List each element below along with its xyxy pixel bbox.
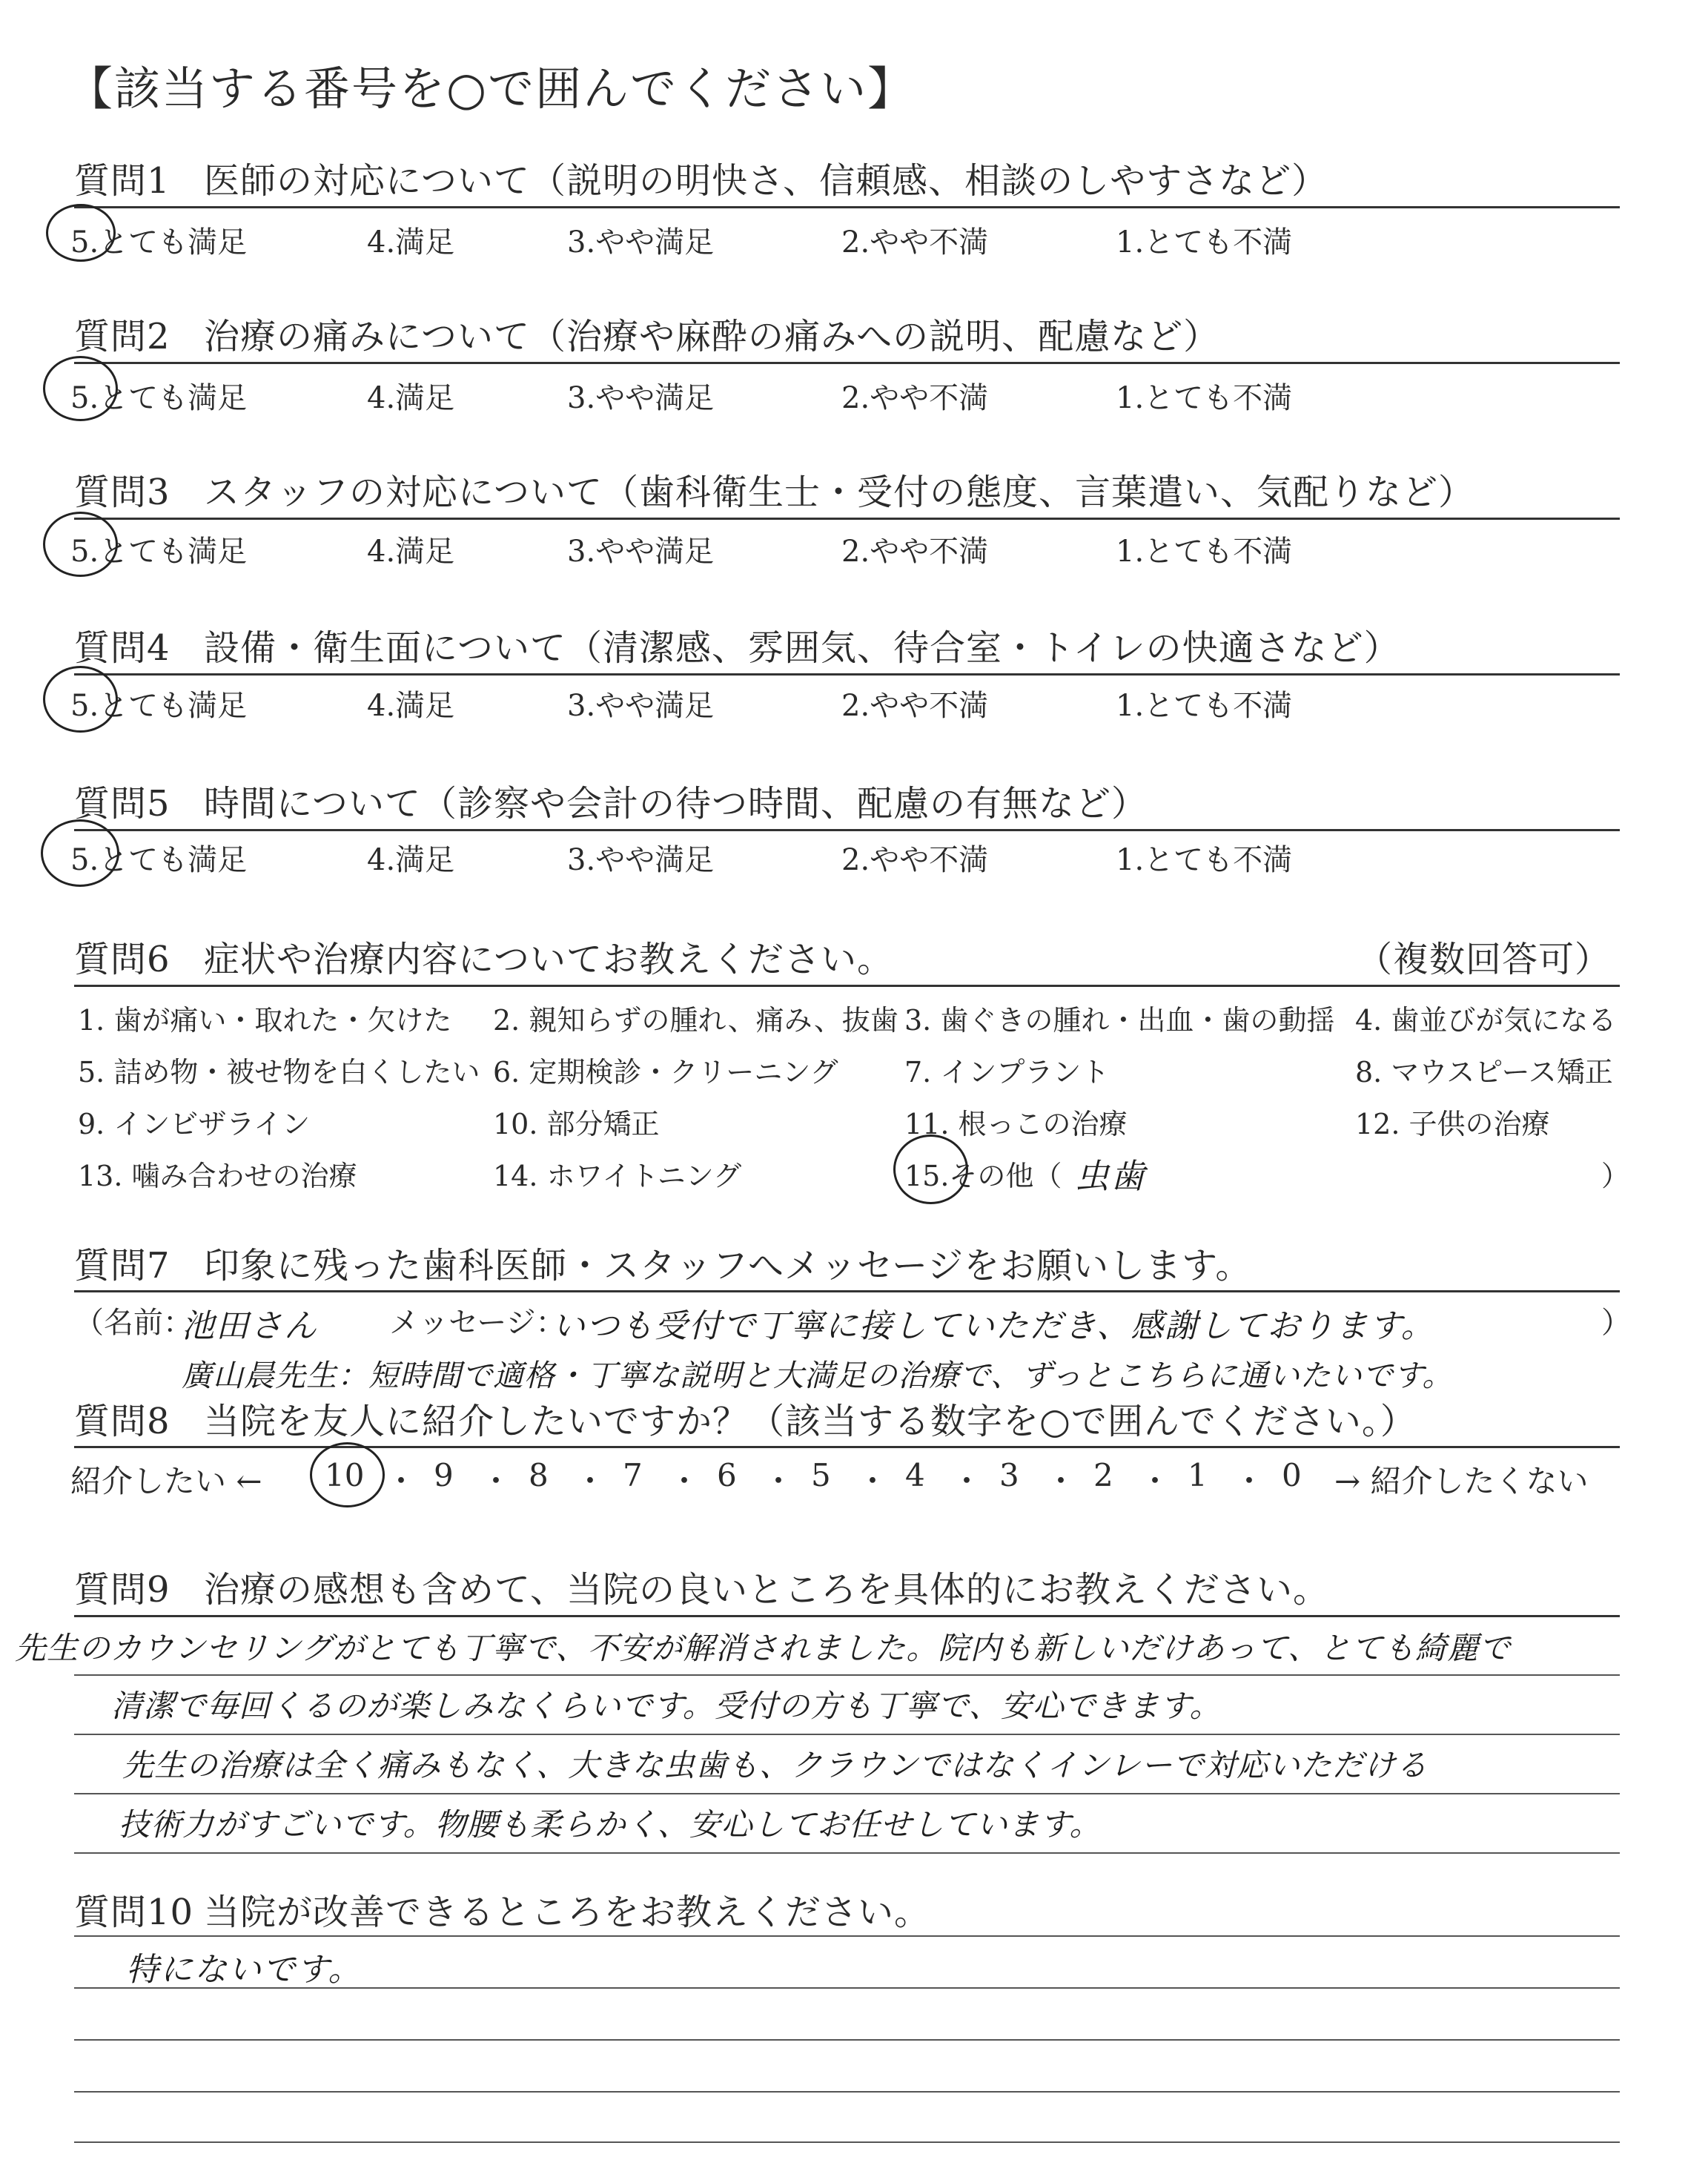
scale-dot: ・ [1139, 1463, 1171, 1499]
question-label: 質問2 [74, 316, 171, 357]
option-1[interactable]: 1.とても不満 [1116, 843, 1293, 877]
answer-handwritten: 特にないです。 [126, 1951, 363, 1989]
scale-6[interactable]: 6 [717, 1457, 737, 1493]
question-label: 質問3 [74, 472, 171, 513]
scale-dot: ・ [1234, 1463, 1265, 1499]
answer-line [74, 2091, 1620, 2093]
message-label: メッセージ： [389, 1306, 566, 1340]
divider [74, 1446, 1620, 1448]
option-4[interactable]: 4.満足 [367, 689, 455, 723]
answer-line [74, 1935, 1620, 1937]
question-label: 質問7 [74, 1245, 171, 1287]
scale-8[interactable]: 8 [529, 1457, 549, 1493]
selection-circle [46, 204, 116, 262]
page-title: 【該当する番号を○で囲んでください】 [67, 62, 916, 116]
close-paren: ） [1601, 1160, 1630, 1192]
answer-handwritten-line: 先生の治療は全く痛みもなく、大きな虫歯も、クラウンではなくインレーで対応いただける [122, 1747, 1429, 1783]
option-1[interactable]: 1.とても不満 [1116, 381, 1293, 415]
message-handwritten: いつも受付で丁寧に接していただき、感謝しております。 [552, 1307, 1435, 1345]
question-text: 印象に残った歯科医師・スタッフへメッセージをお願いします。 [204, 1245, 1252, 1287]
q6-item[interactable]: 5. 詰め物・被せ物を白くしたい [78, 1056, 480, 1089]
option-2[interactable]: 2.やや不満 [841, 843, 989, 877]
option-1[interactable]: 1.とても不満 [1116, 535, 1293, 569]
q6-item[interactable]: 14. ホワイトニング [493, 1160, 742, 1192]
scale-7[interactable]: 7 [623, 1457, 643, 1493]
question-text: 当院が改善できるところをお教えください。 [204, 1892, 931, 1933]
recommend-left-label: 紹介したい ← [70, 1463, 262, 1499]
option-2[interactable]: 2.やや不満 [841, 689, 989, 723]
q6-item[interactable]: 4. 歯並びが気になる [1355, 1004, 1617, 1037]
question-label: 質問8 [74, 1401, 171, 1442]
divider [74, 362, 1620, 364]
question-text: スタッフの対応について（歯科衛生士・受付の態度、言葉遣い、気配りなど） [204, 472, 1475, 513]
answer-line [74, 2141, 1620, 2143]
question-text: 治療の感想も含めて、当院の良いところを具体的にお教えください。 [204, 1569, 1330, 1611]
scale-1[interactable]: 1 [1188, 1457, 1208, 1493]
question-text: 治療の痛みについて（治療や麻酔の痛みへの説明、配慮など） [204, 316, 1220, 357]
option-4[interactable]: 4.満足 [367, 225, 455, 260]
close-paren: ） [1601, 1306, 1631, 1340]
divider [74, 1290, 1620, 1292]
question-label: 質問4 [74, 627, 171, 669]
option-2[interactable]: 2.やや不満 [841, 225, 989, 260]
answer-line [74, 1734, 1620, 1735]
answer-line [74, 1674, 1620, 1676]
divider [74, 1615, 1620, 1617]
q6-item[interactable]: 11. 根っこの治療 [904, 1108, 1128, 1140]
divider [74, 985, 1620, 987]
q6-item[interactable]: 2. 親知らずの腫れ、痛み、抜歯 [493, 1004, 898, 1037]
question-text: 当院を友人に紹介したいですか？（該当する数字を○で囲んでください。） [204, 1401, 1417, 1442]
option-2[interactable]: 2.やや不満 [841, 381, 989, 415]
q6-item[interactable]: 13. 噛み合わせの治療 [78, 1160, 357, 1192]
q6-item[interactable]: 15.その他（ [904, 1160, 1062, 1192]
q6-item[interactable]: 6. 定期検診・クリーニング [493, 1056, 838, 1089]
scale-4[interactable]: 4 [905, 1457, 925, 1493]
name-label: （名前： [74, 1306, 193, 1340]
option-3[interactable]: 3.やや満足 [567, 381, 715, 415]
answer-handwritten-line: 先生のカウンセリングがとても丁寧で、不安が解消されました。院内も新しいだけあって、とても綺麗で [15, 1630, 1512, 1666]
question-label: 質問9 [74, 1569, 171, 1611]
option-1[interactable]: 1.とても不満 [1116, 225, 1293, 260]
question-text: 設備・衛生面について（清潔感、雰囲気、待合室・トイレの快適さなど） [204, 627, 1400, 669]
scale-9[interactable]: 9 [434, 1457, 454, 1493]
scale-dot: ・ [857, 1463, 889, 1499]
message-line2-handwritten: 廣山晨先生：短時間で適格・丁寧な説明と大満足の治療で、ずっとこちらに通いたいです。 [182, 1358, 1454, 1393]
q6-item[interactable]: 7. インプラント [904, 1056, 1110, 1089]
recommend-right-label: → 紹介したくない [1334, 1463, 1589, 1499]
question-text: 症状や治療内容についてお教えください。 [204, 939, 894, 980]
answer-line [74, 1852, 1620, 1854]
option-5[interactable]: 5.とても満足 [70, 843, 248, 877]
q6-item[interactable]: 3. 歯ぐきの腫れ・出血・歯の動揺 [904, 1004, 1335, 1037]
scale-dot: ・ [763, 1463, 795, 1499]
divider [74, 673, 1620, 676]
q6-item[interactable]: 9. インビザライン [78, 1108, 311, 1140]
selection-circle [41, 819, 119, 887]
option-4[interactable]: 4.満足 [367, 381, 455, 415]
scale-dot: ・ [1045, 1463, 1077, 1499]
option-5[interactable]: 5.とても満足 [70, 225, 248, 260]
option-4[interactable]: 4.満足 [367, 843, 455, 877]
option-3[interactable]: 3.やや満足 [567, 225, 715, 260]
answer-line [74, 1793, 1620, 1794]
answer-handwritten-line: 技術力がすごいです。物腰も柔らかく、安心してお任せしています。 [119, 1806, 1102, 1843]
question-text: 医師の対応について（説明の明快さ、信頼感、相談のしやすさなど） [204, 160, 1328, 202]
scale-dot: ・ [385, 1463, 417, 1499]
question-label: 質問6 [74, 939, 171, 980]
q6-item[interactable]: 12. 子供の治療 [1355, 1108, 1550, 1140]
option-3[interactable]: 3.やや満足 [567, 535, 715, 569]
divider [74, 829, 1620, 831]
multiple-answer-note: （複数回答可） [1357, 939, 1612, 980]
option-5[interactable]: 5.とても満足 [70, 689, 248, 723]
scale-dot: ・ [575, 1463, 606, 1499]
scale-dot: ・ [669, 1463, 701, 1499]
option-1[interactable]: 1.とても不満 [1116, 689, 1293, 723]
selection-circle [43, 356, 118, 421]
q6-item[interactable]: 8. マウスピース矯正 [1355, 1056, 1613, 1089]
answer-handwritten-line: 清潔で毎回くるのが楽しみなくらいです。受付の方も丁寧で、安心できます。 [111, 1688, 1222, 1724]
selection-circle [893, 1135, 968, 1204]
question-label: 質問10 [74, 1892, 194, 1933]
option-5[interactable]: 5.とても満足 [70, 535, 248, 569]
scale-dot: ・ [480, 1463, 512, 1499]
selection-circle [43, 666, 118, 733]
scale-2[interactable]: 2 [1093, 1457, 1113, 1493]
option-3[interactable]: 3.やや満足 [567, 843, 715, 877]
q6-item[interactable]: 10. 部分矯正 [493, 1108, 660, 1140]
option-5[interactable]: 5.とても満足 [70, 381, 248, 415]
divider [74, 206, 1620, 208]
answer-line [74, 2039, 1620, 2041]
scale-10[interactable]: 10 [325, 1457, 365, 1493]
selection-circle [43, 512, 118, 577]
option-3[interactable]: 3.やや満足 [567, 689, 715, 723]
scale-0[interactable]: 0 [1282, 1457, 1302, 1493]
question-label: 質問1 [74, 160, 171, 202]
q6-item[interactable]: 1. 歯が痛い・取れた・欠けた [78, 1004, 452, 1037]
divider [74, 518, 1620, 520]
scale-3[interactable]: 3 [999, 1457, 1019, 1493]
question-text: 時間について（診察や会計の待つ時間、配慮の有無など） [204, 783, 1148, 825]
option-2[interactable]: 2.やや不満 [841, 535, 989, 569]
other-answer-handwritten: 虫歯 [1075, 1156, 1146, 1196]
name-handwritten: 池田さん [182, 1307, 318, 1345]
question-label: 質問5 [74, 783, 171, 825]
scale-5[interactable]: 5 [811, 1457, 831, 1493]
selection-circle [310, 1442, 385, 1507]
option-4[interactable]: 4.満足 [367, 535, 455, 569]
scale-dot: ・ [951, 1463, 983, 1499]
